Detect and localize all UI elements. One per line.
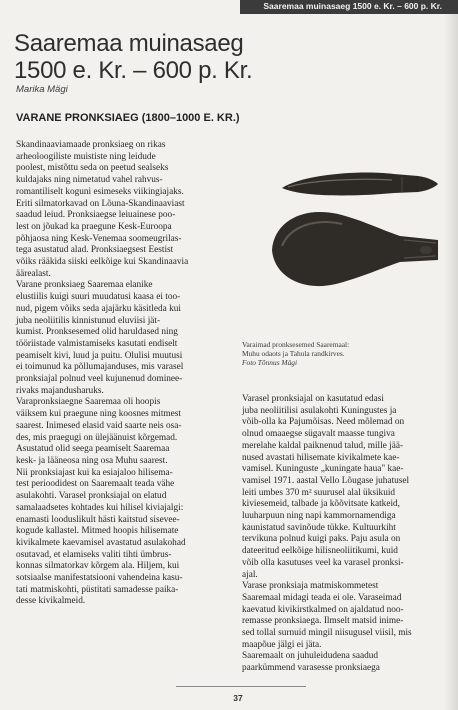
left-column-line: tati matmiskohti, püstitati samadesse paika- [16,584,179,595]
left-column-line: võiks rääkida siiski eelkõige kui Skandinaavia [16,257,189,268]
left-column-line: ei toimunud ka põllumajanduses, mis varasel [16,362,184,373]
left-column-line: lest on jõukad ka praegune Kesk-Euroopa [16,221,172,232]
right-column-line: Saaremaalt on juhuleidudena saadud [242,651,379,662]
left-column-line: Nii pronksiajast kui ka esiajaloo hilisema- [16,467,173,478]
left-column-line: romantiliselt koguni esimeseks viikingiajaks. [16,186,184,197]
caption-line-1: Varaimad pronksesemed Saaremaal: [242,340,350,349]
right-column-line: remasse pronksiaega. Ilmselt matsid inime- [242,616,404,627]
left-column-line: sotsiaalse manifestatsiooni vahendeina kasu- [16,573,183,584]
caption-credit [242,358,442,367]
right-column-line: dateeritud eelkõige hilisneoliitikumi, kuid [242,546,398,557]
right-column-line: võib-olla ka Pajumõisas. Need mõlemad on [242,417,405,428]
right-column-line: nused avastati hilisemate kivikalmete kae- [242,452,400,463]
footer-rule [176,686,306,687]
left-column-line: kivikalmete kaevamisel avastatud asulakohad [16,537,186,548]
left-column-line: elustiilis kuigi suuri muudatusi kaasa ei too- [16,292,181,303]
right-column-line: kaevatud kivikirstkalmed on ajaldatud noo- [242,604,404,615]
left-column-line: kogude kallastel. Mitmed hoopis hilisemate [16,526,179,537]
right-column-line: ajal. [242,569,258,580]
caption-credit-text: Foto Tõnnus Mägi [242,358,298,367]
right-column-line: Varase pronksiaja matmiskommetest [242,581,379,592]
left-column-line: rivaks majandusharuks. [16,385,104,396]
left-column-line: osutavad, et elamiseks valiti tihti ümbrus- [16,549,172,560]
left-column-line: des, mis praegugi on ülejäänuist kõrgemad. [16,432,178,443]
left-column-line: enamasti looduslikult hästi kaitstud sisevee- [16,514,180,525]
left-column-line: peamiselt kivi, luud ja puitu. Olulisi muutusi [16,350,183,361]
left-column-line: Varapronksiaegne Saaremaa oli hoopis [16,397,161,408]
left-column-line: äärealast. [16,268,51,279]
left-column-line: desse kivikalmeid. [16,596,86,607]
right-column-line: maapõue jälgi ei jäta. [242,639,322,650]
right-text-column [242,394,442,675]
left-column-line: nud, pigem võiks seda ajajärku käsitleda kui [16,303,181,314]
artifacts-illustration [242,146,444,328]
left-column-line: väiksem kui praegune ning koosnes mitmest [16,409,181,420]
right-column-line: merelahe kaldal paiknenud talud, mille jää- [242,440,404,451]
title-line-1: Saaremaa muinasaeg [14,30,244,57]
figure-caption [242,340,442,367]
right-column-line: sed tollal surnuid mingil niisugusel viisil, mis [242,628,412,639]
left-column-line: Varane pronksiaeg Saaremaa elanike [16,280,153,291]
caption-line-2: Muhu odaots ja Tahula randkirves. [242,349,345,358]
right-column-line: võib olla kasutuses veel ka varasel pronksi- [242,557,404,568]
bronze-artifacts-photo [242,146,444,328]
right-column-line: vamisel. Kuninguste „kuningate haua" kae- [242,464,404,475]
right-column-line: kiviesemeid, talbade ja kõõvitsate katkeid, [242,499,400,510]
left-column-line: kesk- ja lääneosa ning osa Muhu saarest. [16,455,168,466]
left-column-line: Asustatud olid seega peamiselt Saaremaa [16,444,170,455]
left-column-line: tega asustatud alad. Pronksiaegsest Eestist [16,245,174,256]
left-column-line: kumist. Pronksesemed olid haruldased ning [16,327,178,338]
right-column-line: tervikuna polnud kuigi paks. Paju asula on [242,534,401,545]
left-column-line: saarest. Inimesed elasid vaid saarte neis osa- [16,420,182,431]
left-column-line: Eriti silmatorkavad on Lõuna-Skandinaaviast [16,198,185,209]
left-column-line: poolest, mistõttu seda on peetud sealseks [16,163,169,174]
right-column-line: Varasel pronksiajal on kasutatud edasi [242,394,384,404]
title-line-2: 1500 e. Kr. – 600 p. Kr. [14,57,253,84]
left-column-line: kuldajaks ning nimetatud vahel rahvus- [16,175,163,186]
left-column-line: asulakohti. Varasel pronksiajal on elatud [16,491,167,502]
left-column-line: pronksiajal polnud veel kujunenud dominee- [16,374,183,385]
axe-image [272,212,438,286]
right-column-line: olnud omaaegse sügavalt maasse tungiva [242,429,395,440]
right-column-line: juba neoliitilisi asulakohti Kuningustes ja [242,405,397,416]
author-name: Marika Mägi [16,84,68,95]
left-column-line: Skandinaaviamaade pronksiaeg on rikas [16,140,166,150]
left-column-line: samalaadsetes kohtades kui hilisel kiviajalgi: [16,502,184,513]
article-title [14,30,394,84]
left-column-line: juba neoliitilis kinnistunud eluviisi jät- [16,315,161,326]
left-column-line: saadud leiud. Pronksiaegse leiuainese poo- [16,210,176,221]
section-heading: VARANE PRONKSIAEG (1800–1000 E. KR.) [16,112,240,124]
right-column-line: luuharpuun ning napi kammornamendiga [242,511,396,522]
left-column-line: konnas silmatorkav kõrgem ala. Hiljem, kui [16,561,180,572]
left-column-line: arheoloogiliste muististe ning leidude [16,151,156,162]
running-header-band [240,0,458,14]
right-column-line: leiti umbes 370 m² suurusel alal üksikuid [242,487,396,498]
right-column-line: paarkümmend varasesse pronksiaega [242,663,380,674]
left-column-line: test perioodidest on Saaremaalt teada vähe [16,479,175,490]
left-text-column [16,140,228,608]
page-number: 37 [233,693,243,703]
running-header: Saaremaa muinasaeg 1500 e. Kr. – 600 p. Kr. [263,1,442,11]
left-column-line: tööriistade valmistamiseks kasutati endiselt [16,338,178,349]
spearhead-image [282,173,438,196]
right-column-line: kaunistatud savinõude tükke. Kultuurkiht [242,522,396,533]
right-column-line: Saaremaal midagi teada ei ole. Varaseimad [242,592,402,603]
left-column-line: põhjaosa ning Kesk-Venemaa soomeugrilas- [16,233,182,244]
page-edge-shadow [444,0,458,710]
right-column-line: vamisel 1971. aastal Vello Lõugase juhatusel [242,475,410,486]
